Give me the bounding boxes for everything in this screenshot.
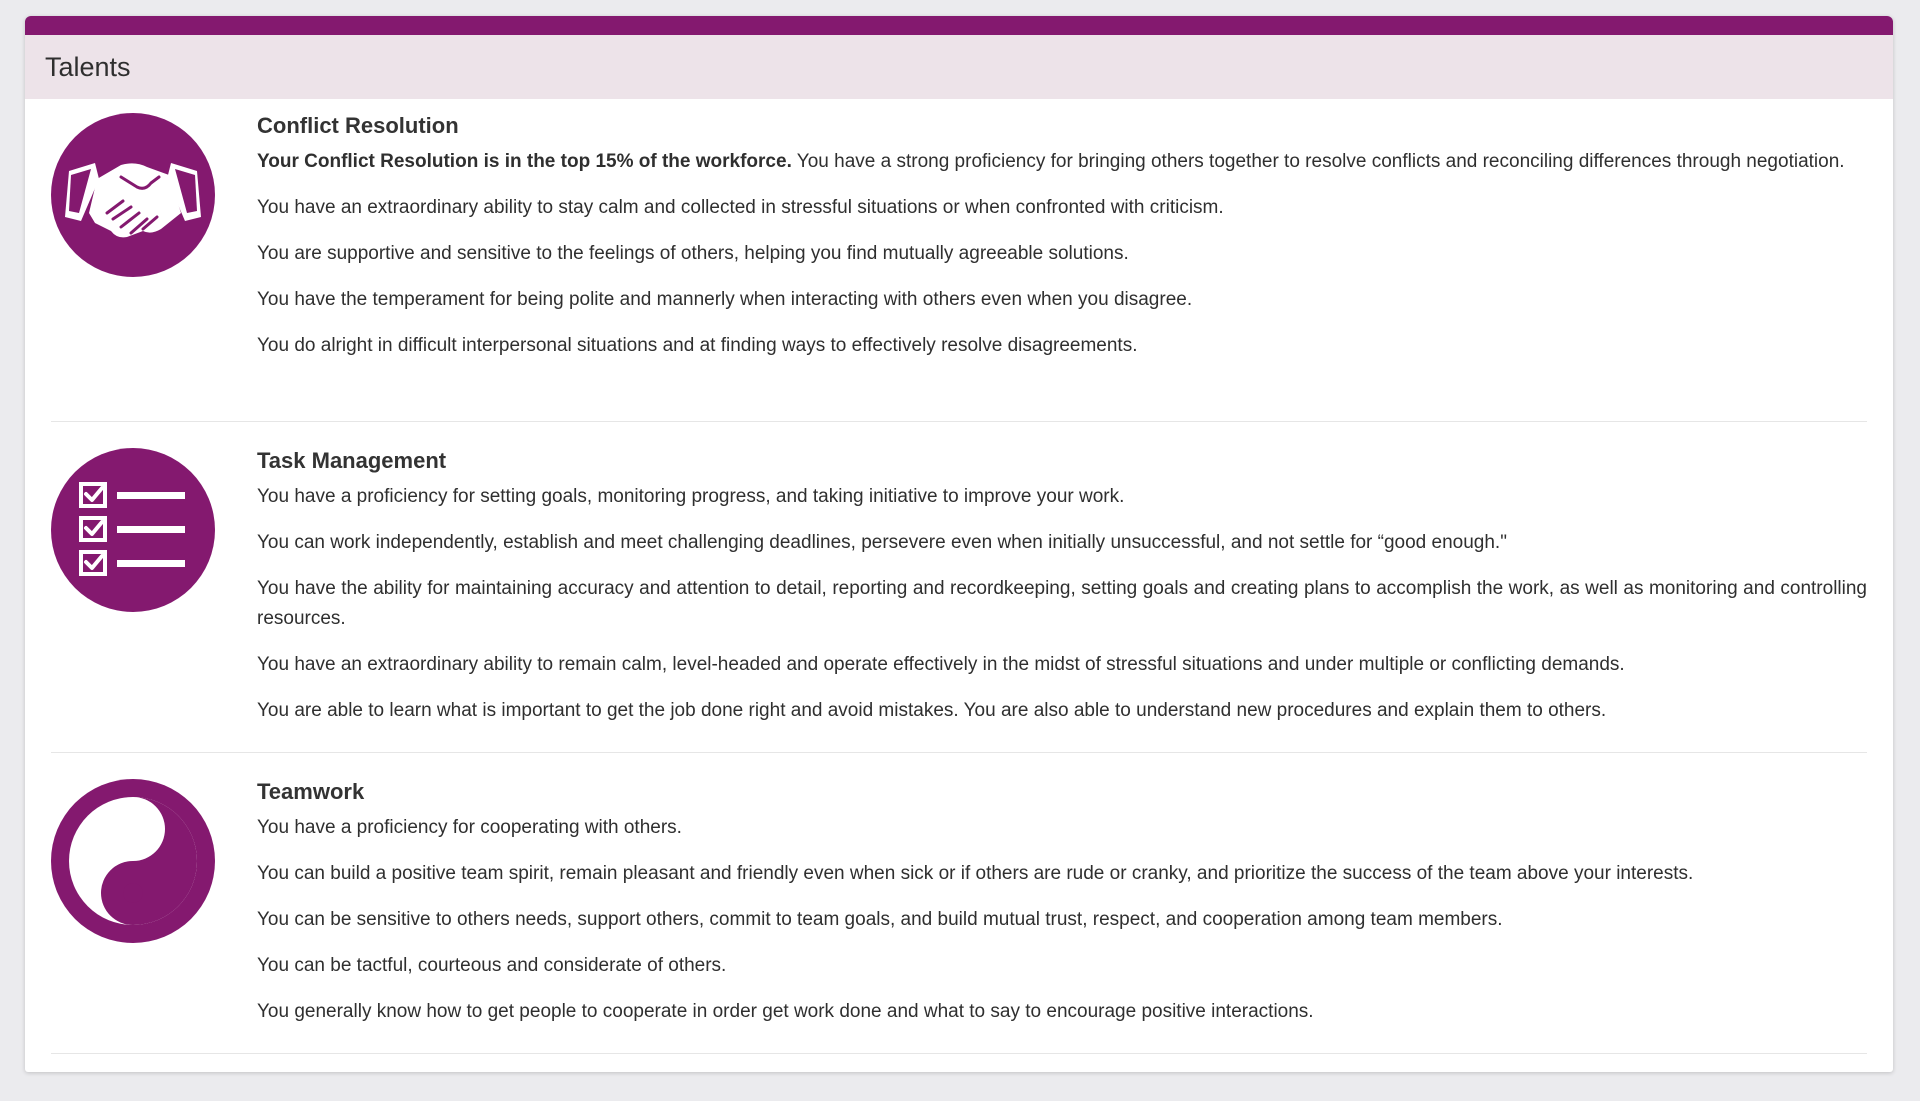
talent-paragraph: You have a proficiency for cooperating with others. xyxy=(257,817,682,838)
talent-title: Conflict Resolution xyxy=(257,113,459,138)
talent-paragraph: You can build a positive team spirit, remain pleasant and friendly even when sick or if others are rude or cranky, and prioritize the success of the team above your interests. xyxy=(257,863,1694,884)
talent-paragraph: You have an extraordinary ability to remain calm, level-headed and operate effectively in the midst of stressful situations and under multiple or conflicting demands. xyxy=(257,654,1625,675)
yin-yang-icon xyxy=(51,779,215,943)
talents-panel xyxy=(25,16,1893,1072)
talent-paragraph: You can be sensitive to others needs, support others, commit to team goals, and build mutual trust, respect, and cooperation among team members. xyxy=(257,909,1503,930)
talent-teamwork xyxy=(51,753,1867,1054)
talent-paragraph: You can be tactful, courteous and considerate of others. xyxy=(257,955,727,976)
talent-title: Task Management xyxy=(257,448,447,473)
talent-paragraph: You can work independently, establish and meet challenging deadlines, persevere even when initially unsuccessful, and not settle for “good enough." xyxy=(257,532,1507,553)
talent-paragraph: You are supportive and sensitive to the feelings of others, helping you find mutually agreeable solutions. xyxy=(257,243,1129,264)
talent-highlight: Your Conflict Resolution is in the top 15% of the workforce. xyxy=(257,151,792,172)
talent-paragraph: You generally know how to get people to cooperate in order get work done and what to say to encourage positive interactions. xyxy=(257,1001,1314,1022)
talent-body xyxy=(257,448,1867,742)
talent-conflict-resolution xyxy=(51,99,1867,422)
talent-paragraph: You have the ability for maintaining accuracy and attention to detail, reporting and recordkeeping, setting goals and creating plans to accomplish the work, as well as monitoring and controlling resources. xyxy=(257,578,1867,629)
handshake-icon xyxy=(51,113,215,277)
talent-task-management xyxy=(51,422,1867,753)
talent-paragraph: You have the temperament for being polite and mannerly when interacting with others even when you disagree. xyxy=(257,289,1193,310)
talent-paragraph: You have a proficiency for setting goals, monitoring progress, and taking initiative to improve your work. xyxy=(257,486,1125,507)
checklist-icon xyxy=(51,448,215,612)
talent-paragraph: You are able to learn what is important to get the job done right and avoid mistakes. You are also able to understand new procedures and explain them to others. xyxy=(257,700,1607,721)
talent-paragraph: You have an extraordinary ability to stay calm and collected in stressful situations or when confronted with criticism. xyxy=(257,197,1224,218)
panel-header xyxy=(25,35,1893,99)
talent-body xyxy=(257,779,1867,1043)
talent-summary xyxy=(257,147,1867,177)
talent-lead: You have a strong proficiency for bringing others together to resolve conflicts and reconciling differences through negotiation. xyxy=(791,151,1845,172)
talent-paragraph: You do alright in difficult interpersonal situations and at finding ways to effectively resolve disagreements. xyxy=(257,335,1138,356)
panel-title: Talents xyxy=(45,51,131,82)
talent-title: Teamwork xyxy=(257,779,365,804)
talent-body xyxy=(257,113,1867,377)
